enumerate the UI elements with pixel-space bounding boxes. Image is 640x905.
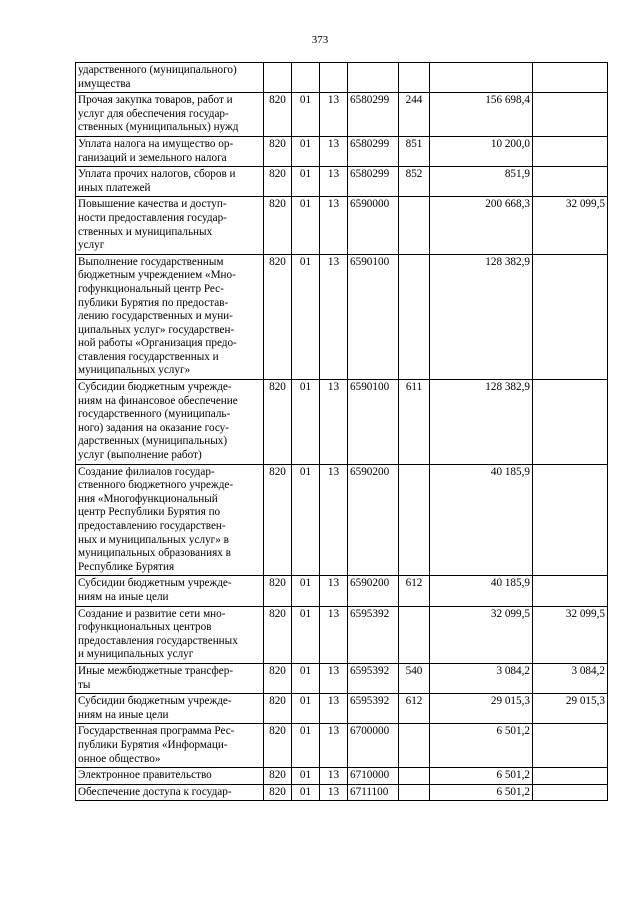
cell-vr: 540 — [399, 663, 430, 693]
cell-vr: 851 — [399, 136, 430, 166]
cell-sum2 — [533, 380, 608, 465]
cell-sum1: 6 501,2 — [430, 784, 533, 801]
cell-ved: 820 — [264, 136, 292, 166]
cell-sum1 — [430, 63, 533, 93]
cell-pr: 13 — [320, 663, 348, 693]
cell-sum1: 156 698,4 — [430, 93, 533, 137]
cell-sum1: 128 382,9 — [430, 254, 533, 379]
cell-rz — [292, 63, 320, 93]
table-row — [76, 784, 608, 801]
cell-ved — [264, 63, 292, 93]
cell-csr: 6595392 — [348, 663, 399, 693]
cell-ved: 820 — [264, 254, 292, 379]
cell-ved: 820 — [264, 694, 292, 724]
cell-vr: 852 — [399, 167, 430, 197]
cell-name: Выполнение государственным бюджетным учреждением «Мно- гофункциональный центр Рес- публики Бурятия по предостав- лению государственных и муни- ципальных услуг» государствен- ной работы «Организация предо- ставления государственных и муниципальных услуг» — [76, 254, 264, 379]
cell-sum1: 200 668,3 — [430, 197, 533, 254]
cell-name: Создание филиалов государ- ственного бюджетного учрежде- ния «Многофункциональный центр Республики Бурятия по предоставлению государствен- ных и муниципальных услуг» в муниципальных образованиях в Республике Бурятия — [76, 464, 264, 576]
table-row — [76, 380, 608, 465]
cell-sum2: 32 099,5 — [533, 606, 608, 663]
cell-name: Субсидии бюджетным учрежде- ниям на иные цели — [76, 576, 264, 606]
cell-rz: 01 — [292, 694, 320, 724]
cell-vr: 612 — [399, 576, 430, 606]
table-row — [76, 254, 608, 379]
cell-csr — [348, 63, 399, 93]
cell-pr: 13 — [320, 380, 348, 465]
cell-sum1: 6 501,2 — [430, 724, 533, 768]
cell-vr — [399, 724, 430, 768]
cell-rz: 01 — [292, 464, 320, 576]
cell-pr: 13 — [320, 167, 348, 197]
cell-csr: 6710000 — [348, 768, 399, 785]
cell-name: Уплата налога на имущество ор- ганизаций и земельного налога — [76, 136, 264, 166]
table-row — [76, 576, 608, 606]
cell-rz: 01 — [292, 768, 320, 785]
cell-vr: 244 — [399, 93, 430, 137]
cell-ved: 820 — [264, 167, 292, 197]
cell-sum2: 32 099,5 — [533, 197, 608, 254]
cell-name: Государственная программа Рес- публики Бурятия «Информаци- онное общество» — [76, 724, 264, 768]
cell-sum1: 29 015,3 — [430, 694, 533, 724]
cell-sum1: 32 099,5 — [430, 606, 533, 663]
cell-sum2 — [533, 576, 608, 606]
cell-vr: 611 — [399, 380, 430, 465]
cell-ved: 820 — [264, 464, 292, 576]
cell-name: Субсидии бюджетным учрежде- ниям на финансовое обеспечение государственного (муниципаль- ного) задания на оказание госу- дарственных (муниципальных) услуг (выполнение работ) — [76, 380, 264, 465]
cell-vr — [399, 606, 430, 663]
cell-pr: 13 — [320, 136, 348, 166]
cell-ved: 820 — [264, 724, 292, 768]
cell-ved: 820 — [264, 663, 292, 693]
cell-vr — [399, 784, 430, 801]
cell-rz: 01 — [292, 663, 320, 693]
cell-name: Обеспечение доступа к государ- — [76, 784, 264, 801]
cell-name: Иные межбюджетные трансфер- ты — [76, 663, 264, 693]
cell-pr: 13 — [320, 606, 348, 663]
table-row — [76, 197, 608, 254]
cell-pr: 13 — [320, 254, 348, 379]
cell-csr: 6580299 — [348, 93, 399, 137]
cell-ved: 820 — [264, 197, 292, 254]
cell-sum2 — [533, 136, 608, 166]
cell-rz: 01 — [292, 93, 320, 137]
cell-sum1: 10 200,0 — [430, 136, 533, 166]
cell-rz: 01 — [292, 576, 320, 606]
cell-csr: 6590100 — [348, 254, 399, 379]
cell-pr: 13 — [320, 576, 348, 606]
table-row — [76, 606, 608, 663]
cell-ved: 820 — [264, 576, 292, 606]
cell-sum1: 40 185,9 — [430, 464, 533, 576]
cell-sum1: 3 084,2 — [430, 663, 533, 693]
cell-csr: 6590100 — [348, 380, 399, 465]
cell-rz: 01 — [292, 784, 320, 801]
cell-sum2 — [533, 63, 608, 93]
cell-sum2 — [533, 724, 608, 768]
cell-name: ударственного (муниципального) имущества — [76, 63, 264, 93]
cell-vr — [399, 464, 430, 576]
cell-ved: 820 — [264, 784, 292, 801]
cell-sum2 — [533, 93, 608, 137]
cell-rz: 01 — [292, 197, 320, 254]
cell-sum2 — [533, 254, 608, 379]
page-number: 373 — [311, 34, 329, 46]
cell-sum2 — [533, 768, 608, 785]
cell-pr: 13 — [320, 197, 348, 254]
cell-csr: 6700000 — [348, 724, 399, 768]
cell-csr: 6711100 — [348, 784, 399, 801]
table-row — [76, 724, 608, 768]
table-row — [76, 663, 608, 693]
cell-rz: 01 — [292, 380, 320, 465]
budget-table — [75, 62, 608, 801]
cell-sum2: 3 084,2 — [533, 663, 608, 693]
cell-pr: 13 — [320, 768, 348, 785]
cell-vr: 612 — [399, 694, 430, 724]
cell-sum1: 40 185,9 — [430, 576, 533, 606]
cell-rz: 01 — [292, 254, 320, 379]
table-row — [76, 136, 608, 166]
table-row — [76, 93, 608, 137]
cell-pr: 13 — [320, 93, 348, 137]
cell-sum2 — [533, 784, 608, 801]
cell-name: Электронное правительство — [76, 768, 264, 785]
table-row — [76, 464, 608, 576]
table-row — [76, 768, 608, 785]
cell-rz: 01 — [292, 724, 320, 768]
cell-pr: 13 — [320, 464, 348, 576]
table-row — [76, 694, 608, 724]
cell-pr: 13 — [320, 724, 348, 768]
cell-vr — [399, 197, 430, 254]
cell-rz: 01 — [292, 167, 320, 197]
cell-name: Субсидии бюджетным учрежде- ниям на иные цели — [76, 694, 264, 724]
cell-name: Уплата прочих налогов, сборов и иных платежей — [76, 167, 264, 197]
cell-rz: 01 — [292, 606, 320, 663]
table-row — [76, 167, 608, 197]
cell-csr: 6590000 — [348, 197, 399, 254]
cell-ved: 820 — [264, 380, 292, 465]
cell-ved: 820 — [264, 606, 292, 663]
cell-sum1: 6 501,2 — [430, 768, 533, 785]
cell-sum1: 851,9 — [430, 167, 533, 197]
cell-vr — [399, 254, 430, 379]
cell-rz: 01 — [292, 136, 320, 166]
cell-sum1: 128 382,9 — [430, 380, 533, 465]
cell-ved: 820 — [264, 93, 292, 137]
cell-sum2: 29 015,3 — [533, 694, 608, 724]
cell-sum2 — [533, 167, 608, 197]
cell-vr — [399, 768, 430, 785]
cell-csr: 6580299 — [348, 136, 399, 166]
cell-csr: 6590200 — [348, 464, 399, 576]
cell-csr: 6580299 — [348, 167, 399, 197]
cell-pr: 13 — [320, 784, 348, 801]
cell-csr: 6595392 — [348, 694, 399, 724]
cell-sum2 — [533, 464, 608, 576]
cell-name: Создание и развитие сети мно- гофункциональных центров предоставления государственных и муниципальных услуг — [76, 606, 264, 663]
cell-vr — [399, 63, 430, 93]
table-row — [76, 63, 608, 93]
cell-csr: 6590200 — [348, 576, 399, 606]
table-body — [76, 63, 608, 801]
cell-pr — [320, 63, 348, 93]
cell-ved: 820 — [264, 768, 292, 785]
cell-name: Повышение качества и доступ- ности предоставления государ- ственных и муниципальных услуг — [76, 197, 264, 254]
cell-pr: 13 — [320, 694, 348, 724]
cell-name: Прочая закупка товаров, работ и услуг для обеспечения государ- ственных (муниципальных) нужд — [76, 93, 264, 137]
cell-csr: 6595392 — [348, 606, 399, 663]
